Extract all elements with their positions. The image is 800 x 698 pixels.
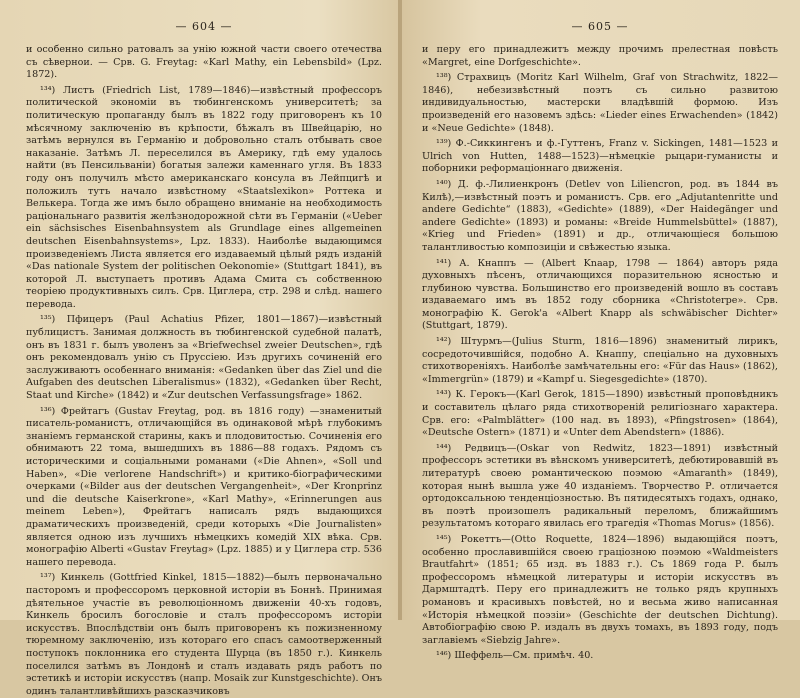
footnote-paragraph: ¹⁴⁴) Редвицъ—(Oskar von Redwitz, 1823—1891) извѣстный профессоръ эстетики въ вѣнскомъ университетѣ, дебютировавшій въ литературѣ своею романтическою поэмою «Amaranth» (1849), которая нынѣ вышла уже 40 изданіемъ. Творчество Р. отличается ортодоксальною тенденціозностью. Въ пятидесятыхъ годахъ, однако, въ поэтѣ произошелъ радикальный переломъ, ближайшимъ результатомъ котораго явилась его трагедія «Thomas Morus» (1856). [422, 442, 778, 530]
footnote-paragraph: ¹³⁷) Кинкель (Gottfried Kinkel, 1815—1882)—былъ первоначально пасторомъ и профессоромъ церковной исторіи въ Боннѣ. Принимая дѣятельное участіе въ революціонномъ движеніи 40-хъ годовъ, Кинкель бросилъ богословіе и сталъ профессоромъ исторіи искусствъ. Впослѣдствіи онъ былъ приговоренъ къ пожизненному тюремному заключенію, изъ котораго его спасъ самоотверженный поступокъ поклонника его студента Шурца (въ 1850 г.). Кинкель поселился затѣмъ въ Лондонѣ и сталъ издавать рядъ работъ по эстетикѣ и исторіи искусствъ (напр. Mosaik zur Kunstgeschichte). Онъ одинъ талантливѣйшихъ разсказчиковъ [26, 572, 382, 697]
right-page [402, 0, 800, 662]
paragraph: и перу его принадлежитъ между прочимъ прелестная повѣсть «Margret, eine Dorfgeschichte». [422, 44, 778, 68]
footnote-paragraph: ¹⁴⁰) Д. ф.-Лилиенкронъ (Detlev von Liliencron, род. въ 1844 въ Килѣ),—извѣстный поэтъ и романистъ. Срв. его „Adjutantenritte und andere Gedichte“ (1883), «Gedichte» (1889), «Der Haidegänger und andere Gedichte» (1893) и романы: «Breide Hummelsbüttel» (1887), «Krieg und Frieden» (1891) и др., отличающіеся большою талантливостью композиціи и свѣжестью языка. [422, 178, 778, 253]
footnote-paragraph: ¹⁴⁵) Рокеттъ—(Otto Roquette, 1824—1896) выдающійся поэтъ, особенно прославившійся своею граціозною поэмою «Waldmeisters Brautfahrt» (1851; 65 изд. въ 1883 г.). Съ 1869 года Р. былъ профессоромъ нѣмецкой литературы и исторіи искусствъ въ Дармштадтѣ. Перу его принадлежитъ не только рядъ крупныхъ романовъ и красивыхъ повѣстей, но и весьма живо написанная «Исторія нѣмецкой поэзіи» (Geschichte der deutschen Dichtung). Автобіографію свою Р. издалъ въ двухъ томахъ, въ 1893 году, подъ заглавіемъ «Siebzig Jahre». [422, 533, 778, 646]
page-number: — 604 — [175, 20, 233, 33]
left-page [0, 0, 398, 697]
footnote-paragraph: ¹³⁵) Пфицеръ (Paul Achatius Pfizer, 1801—1867)—извѣстный публицистъ. Занимая должность въ тюбингенской судебной палатѣ, онъ въ 1831 г. былъ уволенъ за «Briefwechsel zweier Deutschen», гдѣ онъ рекомендовалъ унію съ Пруссіею. Изъ другихъ сочиненій его заслуживаютъ особеннаго вниманія: «Gedanken über das Ziel und die Aufgaben des deutschen Liberalismus» (1832), «Gedanken über Recht, Staat und Kirche» (1842) и «Zur deutschen Verfassungsfrage» 1862. [26, 314, 382, 402]
footnote-paragraph: ¹³⁴) Листъ (Friedrich List, 1789—1846)—извѣстный профессоръ политической экономіи въ тюбингенскомъ университетѣ; за политическую пропаганду былъ въ 1822 году приговоренъ къ 10 мѣсячному заключенію въ крѣпости, бѣжалъ въ Швейцарію, но затѣмъ вернулся въ Германію и добровольно сталъ отбывать свое наказаніе. Затѣмъ Л. переселился въ Америку, гдѣ ему удалось найти (въ Пенсильваніи) богатыя залежи каменнаго угля. Въ 1833 году онъ получилъ мѣсто американскаго консула въ Лейпцигѣ и положилъ тутъ начало извѣстному «Staatslexikon» Роттека и Велькера. Тогда же имъ было обращено вниманіе на необходимость раціональнаго развитія желѣзнодорожной сѣти въ Германіи («Ueber ein sächsisches Eisenbahnsystem als Grundlage eines allgemeinen deutschen Eisenbahnsystems», Lpz. 1833). Наиболѣе выдающимся произведеніемъ Листа является его издаваемый цѣлый рядъ изданій «Das nationale System der politischen Oekonomie» (Stuttgart 1841), въ которой Л. выступаетъ противъ Адама Смита съ собственною теоріею продуктивныхъ силъ. Срв. Циглера, стр. 298 и слѣд. нашего перевода. [26, 84, 382, 310]
footnote-paragraph: ¹³⁸) Страхвицъ (Moritz Karl Wilhelm, Graf von Strachwitz, 1822—1846), небезизвѣстный поэтъ съ сильно развитою индивидуальностью, мастерски владѣвшій формою. Изъ произведеній его назовемъ здѣсь: «Lieder eines Erwachenden» (1842) и «Neue Gedichte» (1848). [422, 72, 778, 134]
page-number: — 605 — [571, 20, 629, 33]
footnote-paragraph: ¹⁴³) К. Герокъ—(Karl Gerok, 1815—1890) извѣстный проповѣдникъ и составитель цѣлаго ряда стихотвореній религіознаго характера. Срв. его: «Palmblätter» (100 над. въ 1893), «Pfingstrosen» (1864), «Deutsche Ostern» (1871) и «Unter dem Abendstern» (1886). [422, 389, 778, 439]
paragraph: и особенно сильно ратовалъ за унію южной части своего отечества съ сѣвернои. — Срв. G. Freytag: «Karl Mathy, ein Lebensbild» (Lpz. 1872). [26, 44, 382, 81]
footnote-paragraph: ¹³⁶) Фрейтагъ (Gustav Freytag, род. въ 1816 году) —знаменитый писатель-романистъ, отличающійся въ одинаковой мѣрѣ глубокимъ знаніемъ германской старины, какъ и плодовитостью. Сочиненія его обнимаютъ 22 тома, вышедшихъ въ 1886—88 годахъ. Рядомъ съ историческими и соціальными романами («Die Ahnen», «Soll und Haben», «Die verlorene Handschrift») и критико-біографическими очерками («Bilder aus der deutschen Vergangenheit», «Der Kronprinz und die deutsche Kaiserkrone», «Karl Mathy», «Erinnerungen aus meinem Leben»), Фрейтагъ написалъ рядъ выдающихся драматическихъ произведеній, среди которыхъ «Die Journalisten» является одною изъ лучшихъ нѣмецкихъ комедій XIX вѣка. Срв. монографію Alberti «Gustav Freytag» (Lpz. 1885) и у Циглера стр. 536 нашего перевода. [26, 405, 382, 568]
footnote-paragraph: ¹³⁹) Ф.-Сиккингенъ и ф.-Гуттенъ, Franz v. Sickingen, 1481—1523 и Ulrich von Hutten, 1488—1523)—нѣмецкіе рыцари-гуманисты и поборники реформаціоннаго движенія. [422, 138, 778, 175]
footnote-paragraph: ¹⁴⁶) Шеффель—См. примѣч. 40. [436, 650, 594, 662]
footnote-paragraph: ¹⁴¹) А. Кнаппъ — (Albert Knaap, 1798 — 1864) авторъ ряда духовныхъ пѣсенъ, отличающихся поразительною ясностью и глубиною чувства. Большинство его произведеній вошло въ составъ издаваемаго имъ въ 1852 году сборника «Christoterpe». Срв. монографію К. Gerok'a «Albert Knapp als schwäbischer Dichter» (Stuttgart, 1879). [422, 257, 778, 332]
footnote-paragraph: ¹⁴²) Штурмъ—(Julius Sturm, 1816—1896) знаменитый лирикъ, сосредоточившійся, подобно А. Кнаппу, спеціально на духовныхъ стихотвореніяхъ. Наиболѣе замѣчательны его: «Für das Haus» (1862), «Immergrün» (1879) и «Kampf u. Siegesgedichte» (1870). [422, 336, 778, 385]
